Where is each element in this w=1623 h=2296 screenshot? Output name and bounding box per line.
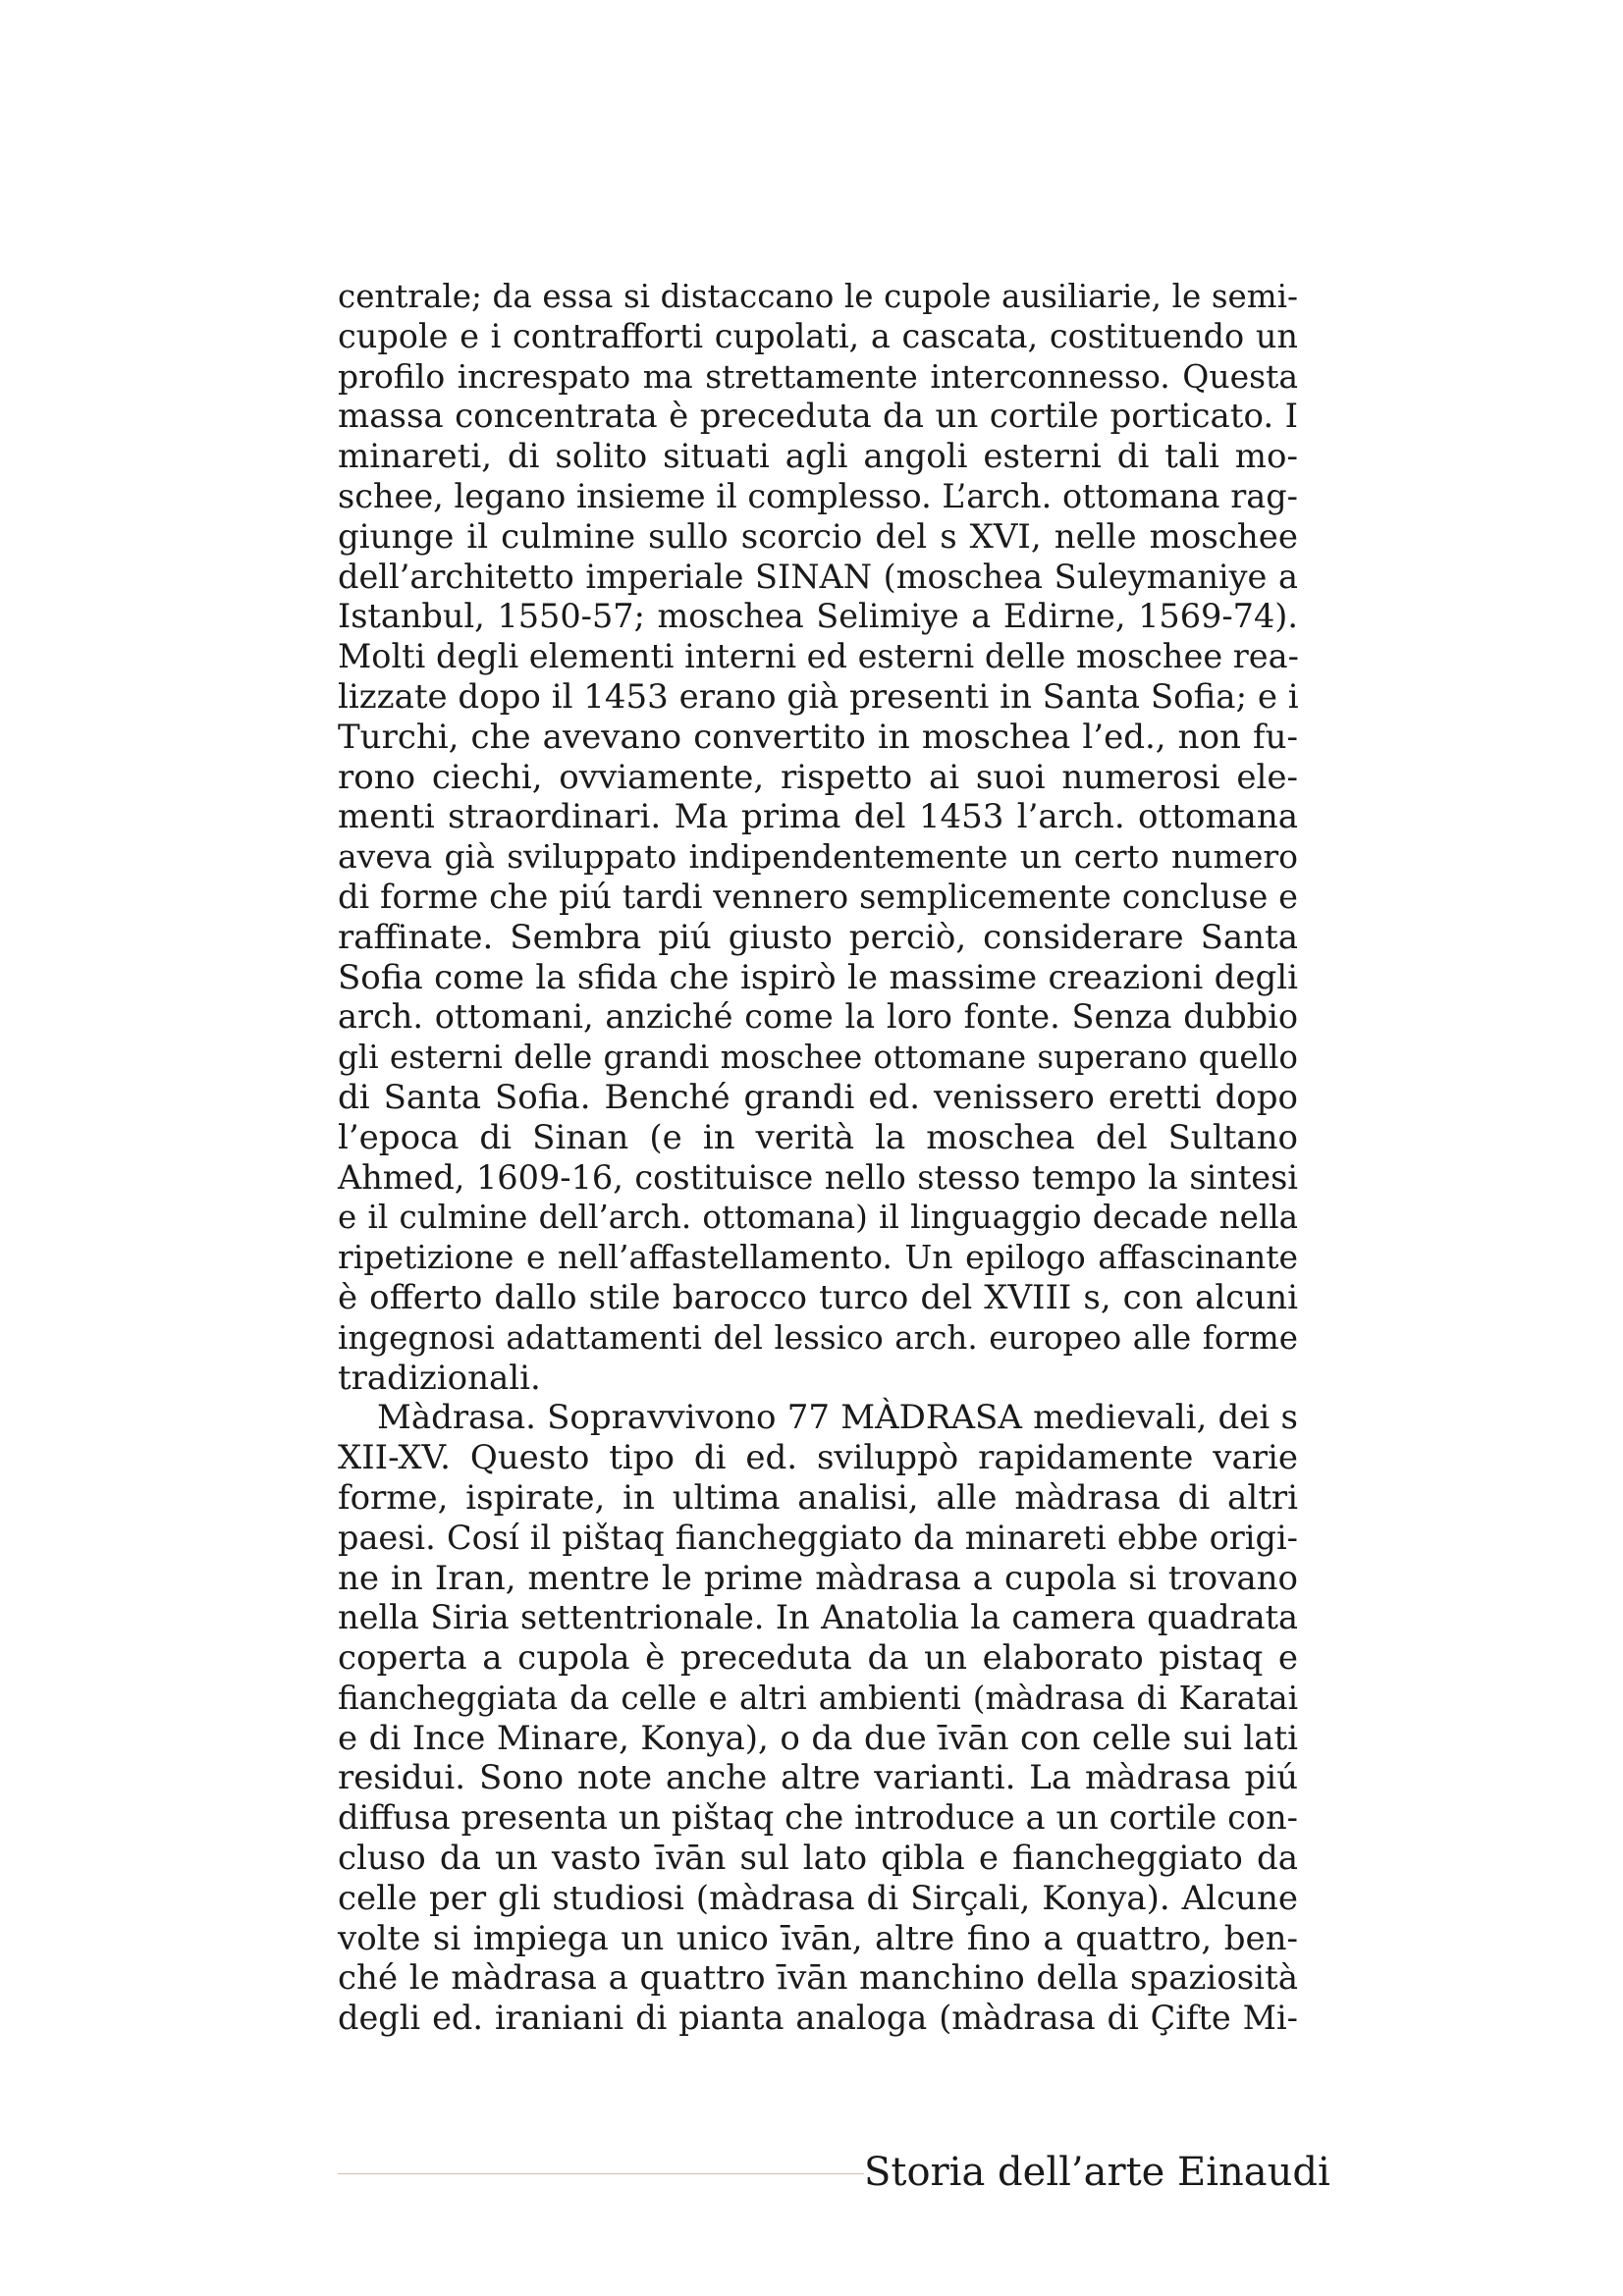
text-line: massa concentrata è preceduta da un cortile porticato. I (338, 397, 1298, 437)
text-line: coperta a cupola è preceduta da un elaborato pistaq e (338, 1638, 1298, 1679)
text-line: l’epoca di Sinan (e in verità la moschea del Sultano (338, 1117, 1298, 1157)
text-line: ripetizione e nell’affastellamento. Un epilogo affascinante (338, 1238, 1298, 1277)
text-line: ne in Iran, mentre le prime màdrasa a cupola si trovano (338, 1558, 1298, 1598)
text-line: e di Ince Minare, Konya), o da due īvān con celle sui lati (338, 1718, 1298, 1758)
text-line: tradizionali. (338, 1358, 541, 1398)
text-line: gli esterni delle grandi moschee ottomane superano quello (338, 1039, 1298, 1077)
text-line: Molti degli elementi interni ed esterni delle moschee rea- (338, 637, 1299, 676)
text-line: cluso da un vasto īvān sul lato qibla e fiancheggiato da (338, 1839, 1298, 1879)
text-line: diffusa presenta un pištaq che introduce a un cortile con- (338, 1798, 1298, 1838)
text-line: ché le màdrasa a quattro īvān manchino della spaziosità (338, 1958, 1298, 1999)
text-line: paesi. Cosí il pištaq fiancheggiato da minareti ebbe origi- (338, 1518, 1298, 1557)
text-line: XII-XV. Questo tipo di ed. sviluppò rapidamente varie (338, 1438, 1298, 1478)
text-line: ingegnosi adattamenti del lessico arch. europeo alle forme (338, 1318, 1298, 1357)
text-line: di forme che piú tardi vennero semplicemente concluse e (338, 877, 1298, 916)
text-line: minareti, di solito situati agli angoli esterni di tali mo- (338, 437, 1298, 477)
text-line: nella Siria settentrionale. In Anatolia la camera quadrata (338, 1598, 1298, 1637)
body-text (338, 277, 1298, 2039)
text-line: fiancheggiata da celle e altri ambienti (màdrasa di Karatai (338, 1679, 1298, 1717)
text-line: aveva già sviluppato indipendentemente un certo numero (338, 837, 1298, 877)
footer-title: Storia dell’arte Einaudi (864, 2150, 1330, 2195)
text-line: di Santa Sofia. Benché grandi ed. venissero eretti dopo (338, 1077, 1298, 1117)
text-line: rono ciechi, ovviamente, rispetto ai suoi numerosi ele- (338, 757, 1298, 797)
text-line: profilo increspato ma strettamente interconnesso. Questa (338, 356, 1298, 396)
text-line: cupole e i contrafforti cupolati, a cascata, costituendo un (338, 316, 1298, 355)
text-line: Màdrasa. Sopravvivono 77 MÀDRASA medievali, dei s (377, 1398, 1298, 1438)
text-line: Sofia come la sfida che ispirò le massime creazioni degli (338, 957, 1298, 997)
text-line: Istanbul, 1550-57; moschea Selimiye a Edirne, 1569-74). (338, 597, 1298, 636)
text-line: Turchi, che avevano convertito in moschea l’ed., non fu- (338, 717, 1298, 757)
text-line: e il culmine dell’arch. ottomana) il linguaggio decade nella (338, 1199, 1298, 1237)
text-line: Ahmed, 1609-16, costituisce nello stesso tempo la sintesi (338, 1157, 1298, 1197)
text-line: centrale; da essa si distaccano le cupole ausiliarie, le semi- (338, 278, 1298, 315)
text-line: arch. ottomani, anziché come la loro fonte. Senza dubbio (338, 997, 1298, 1037)
text-line: lizzate dopo il 1453 erano già presenti in Santa Sofia; e i (338, 676, 1299, 717)
text-line: è offerto dallo stile barocco turco del XVIII s, con alcuni (338, 1277, 1298, 1317)
text-line: volte si impiega un unico īvān, altre fino a quattro, ben- (338, 1918, 1298, 1958)
text-line: dell’architetto imperiale SINAN (moschea Suleymaniye a (338, 557, 1298, 596)
text-line: menti straordinari. Ma prima del 1453 l’arch. ottomana (338, 797, 1298, 837)
text-line: forme, ispirate, in ultima analisi, alle màdrasa di altri (338, 1477, 1298, 1518)
text-line: degli ed. iraniani di pianta analoga (màdrasa di Çifte Mi- (338, 1999, 1298, 2038)
text-line: raffinate. Sembra piú giusto perciò, considerare Santa (338, 917, 1298, 957)
text-line: residui. Sono note anche altre varianti. La màdrasa piú (338, 1758, 1298, 1798)
text-line: giunge il culmine sullo scorcio del s XVI, nelle moschee (338, 516, 1298, 557)
footer-rule (338, 2173, 864, 2174)
text-line: schee, legano insieme il complesso. L’arch. ottomana rag- (338, 476, 1298, 515)
text-line: celle per gli studiosi (màdrasa di Sirçali, Konya). Alcune (338, 1878, 1298, 1918)
